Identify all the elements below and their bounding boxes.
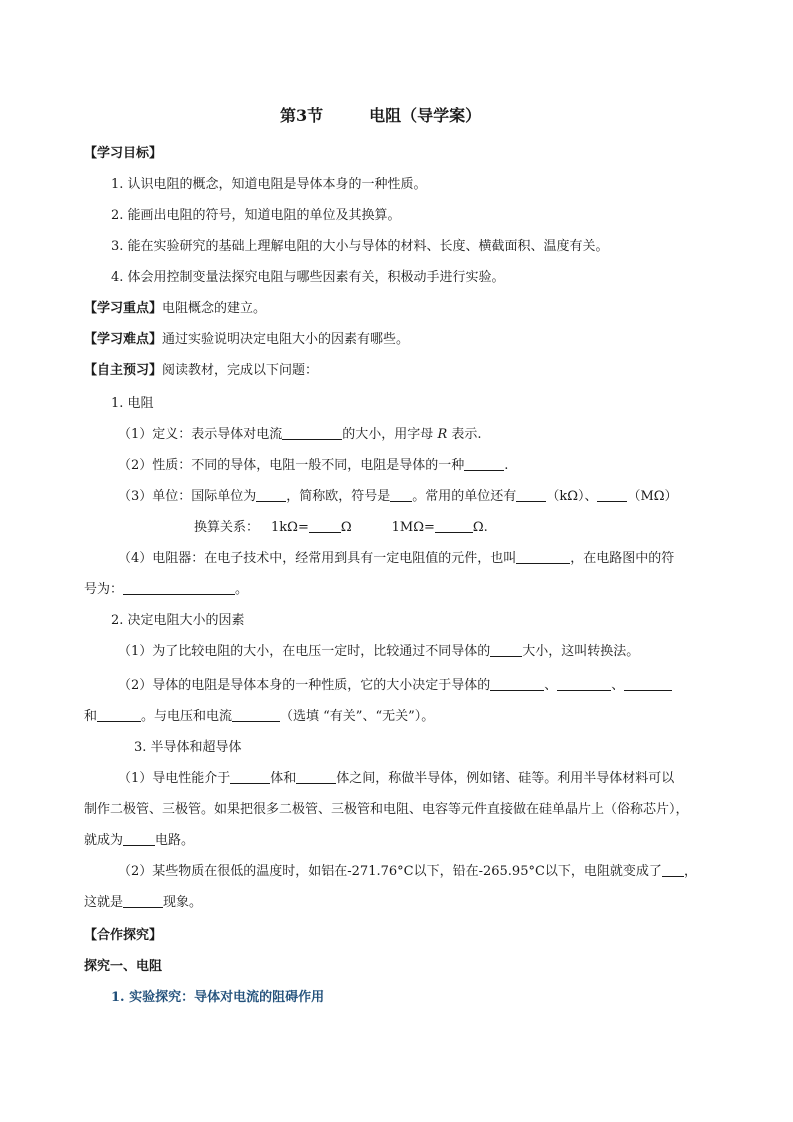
- answer-blank[interactable]: [662, 862, 684, 877]
- resistor-line-cont: 号为： 。: [84, 582, 249, 597]
- goal-item: 2. 能画出电阻的符号，知道电阻的单位及其换算。: [111, 208, 401, 223]
- conversion-line: 换算关系： 1kΩ= Ω 1MΩ= Ω.: [194, 520, 488, 535]
- factor-line-2: （2）导体的电阻是导体本身的一种性质，它的大小决定于导体的 、 、: [118, 676, 672, 696]
- semiconductor-line: （1）导电性能介于 体和 体之间，称做半导体，例如锗、硅等。利用半导体材料可以: [118, 771, 675, 786]
- answer-blank[interactable]: [232, 707, 280, 722]
- section-name: 电阻（导学案）: [369, 106, 482, 125]
- factor-line-2-cont: 和 。与电压和电流 （选填 “有关”、“无关”）。: [84, 709, 435, 724]
- answer-blank[interactable]: [97, 707, 141, 722]
- superconductor-line-cont: 这就是 现象。: [84, 895, 203, 910]
- key-heading: 【学习重点】: [84, 301, 163, 316]
- answer-blank[interactable]: [516, 549, 570, 564]
- superconductor-line: （2）某些物质在很低的温度时，如铝在-271.76°C以下，铅在-265.95°C以下，电阻就变成了 ，: [118, 864, 697, 879]
- answer-blank[interactable]: [309, 518, 341, 533]
- subsection-title: 3. 半导体和超导体: [134, 740, 242, 755]
- answer-blank[interactable]: [123, 831, 155, 846]
- factor-line-1: （1）为了比较电阻的大小，在电压一定时，比较通过不同导体的 大小，这叫转换法。: [118, 644, 640, 659]
- unit-line: （3）单位：国际单位为 ，简称欧，符号是 。常用的单位还有 （kΩ）、 （MΩ）: [118, 489, 678, 504]
- answer-blank[interactable]: [230, 769, 270, 784]
- section-number: 第3节: [280, 106, 324, 125]
- answer-blank[interactable]: [282, 425, 342, 440]
- difficulty-point: [84, 330, 409, 350]
- answer-blank[interactable]: [597, 487, 627, 502]
- answer-blank[interactable]: [435, 518, 473, 533]
- answer-blank[interactable]: [464, 456, 504, 471]
- subsection-title: 2. 决定电阻大小的因素: [111, 613, 245, 628]
- goal-item: 3. 能在实验研究的基础上理解电阻的大小与导体的材料、长度、横截面积、温度有关。: [111, 239, 609, 254]
- difficulty-heading: 【学习难点】: [84, 332, 163, 347]
- property-line: （2）性质：不同的导体，电阻一般不同，电阻是导体的一种 .: [118, 458, 509, 473]
- key-point: [84, 299, 266, 319]
- answer-blank[interactable]: [557, 676, 611, 691]
- goal-item: 1. 认识电阻的概念，知道电阻是导体本身的一种性质。: [111, 177, 427, 192]
- page-title: [280, 104, 481, 128]
- answer-blank[interactable]: [390, 487, 412, 502]
- answer-blank[interactable]: [256, 487, 286, 502]
- answer-blank[interactable]: [490, 642, 522, 657]
- goal-item: 4. 体会用控制变量法探究电阻与哪些因素有关，积极动手进行实验。: [111, 270, 505, 285]
- preview-heading: 【自主预习】: [84, 363, 163, 378]
- preview-text: 阅读教材，完成以下问题：: [162, 363, 319, 378]
- answer-blank[interactable]: [123, 580, 235, 595]
- explore-heading: 探究一、电阻: [84, 959, 163, 974]
- goals-heading: 【学习目标】: [84, 146, 163, 161]
- semiconductor-line-end: 就成为 电路。: [84, 833, 195, 848]
- subsection-title: 1. 电阻: [111, 396, 154, 411]
- experiment-title: 1. 实验探究：导体对电流的阻碍作用: [111, 990, 325, 1005]
- answer-blank[interactable]: [123, 893, 163, 908]
- definition-line: （1）定义：表示导体对电流 的大小，用字母 R 表示.: [118, 427, 482, 442]
- answer-blank[interactable]: [624, 676, 672, 691]
- resistor-line: （4）电阻器：在电子技术中，经常用到具有一定电阻值的元件，也叫 ，在电路图中的符: [118, 551, 675, 566]
- coop-heading: 【合作探究】: [84, 928, 163, 943]
- key-text: 电阻概念的建立。: [162, 301, 267, 316]
- difficulty-text: 通过实验说明决定电阻大小的因素有哪些。: [162, 332, 410, 347]
- answer-blank[interactable]: [490, 676, 544, 691]
- answer-blank[interactable]: [516, 487, 546, 502]
- answer-blank[interactable]: [296, 769, 336, 784]
- preview-intro: [84, 361, 318, 381]
- semiconductor-line-cont: 制作二极管、三极管。如果把很多二极管、三极管和电阻、电容等元件直接做在硅单晶片上（俗称芯片），: [84, 802, 689, 817]
